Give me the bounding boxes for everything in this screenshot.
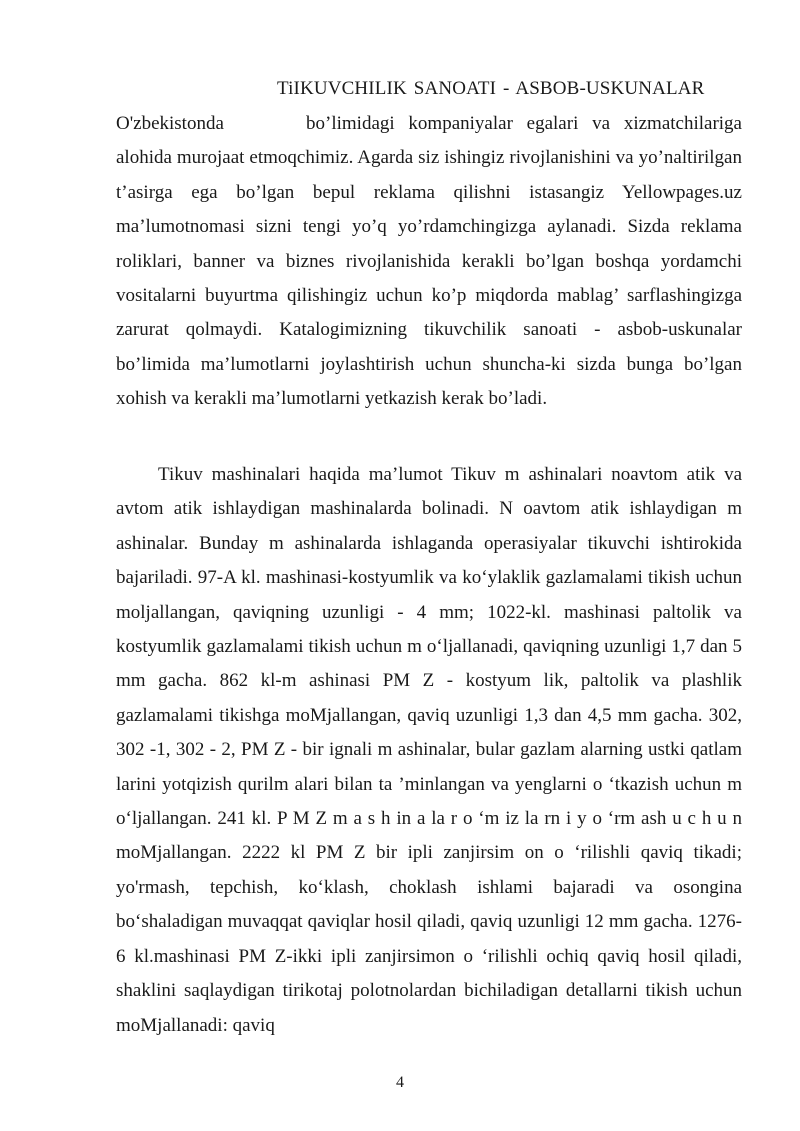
page-number: 4: [396, 1074, 404, 1091]
intro-paragraph-text: bo’limidagi kompaniyalar egalari va xizmatchilariga alohida murojaat etmoqchimiz. Agarda siz ishingiz rivojlanishini va yo’naltirilgan t’asirga ega bo’lgan bepul reklama qilishni istasangiz Yellowpages.uz ma’lumotnomasi sizni tengi yo’q yo’rdamchingizga aylanadi. Sizda reklama roliklari, banner va biznes rivojlanishida kerakli bo’lgan boshqa yordamchi vositalarni buyurtma qilishingiz uchun ko’p miqdorda mablag’ sarflashingizga zarurat qolmaydi. Katalogimizning tikuvchilik sanoati - asbob-uskunalar bo’limida ma’lumotlarni joylashtirish uchun shuncha-ki sizda bunga bo’lgan xohish va kerakli ma’lumotlarni yetkazish kerak bo’ladi.: [116, 113, 742, 410]
intro-lead-word: O'zbekistonda: [116, 113, 224, 134]
intro-paragraph: [116, 107, 742, 417]
section-heading: TiIKUVCHILIK SANOATI - ASBOB-USKUNALAR: [277, 78, 705, 99]
body-paragraph: Tikuv mashinalari haqida ma’lumot Tikuv m ashinalari noavtom atik va avtom atik ishlaydigan mashinalarda bolinadi. N oavtom atik ishlaydigan m ashinalar. Bunday m ashinalarda ishlaganda operasiyalar tikuvchi ishtirokida bajariladi. 97-A kl. mashinasi-kostyumlik va ko‘ylaklik gazlamalami tikish uchun moljallangan, qaviqning uzunligi - 4 mm; 1022-kl. mashinasi paltolik va kostyumlik gazlamalami tikish uchun m o‘ljallanadi, qaviqning uzunligi 1,7 dan 5 mm gacha. 862 kl-m ashinasi PM Z - kostyum lik, paltolik va plashlik gazlamalami tikishga moMjallangan, qaviq uzunligi 1,3 dan 4,5 mm gacha. 302, 302 -1, 302 - 2, PM Z - bir ignali m ashinalar, bular gazlam alarning ustki qatlam larini yotqizish qurilm alari bilan ta ’minlangan va yenglarni o ‘tkazish uchun m o‘ljallangan. 241 kl. P M Z m a s h in a la r o ‘m iz la rn i y o ‘rm ash u c h u n moMjallangan. 2222 kl PM Z bir ipli zanjirsim on o ‘rilishli qaviq tikadi; yo'rmash, tepchish, ko‘klash, choklash ishlami bajaradi va osongina bo‘shaladigan muvaqqat qaviqlar hosil qiladi, qaviq uzunligi 12 mm gacha. 1276-6 kl.mashinasi PM Z-ikki ipli zanjirsimon o ‘rilishli ochiq qaviq hosil qiladi, shaklini saqlaydigan tirikotaj polotnolardan bichiladigan detallarni tikish uchun moMjallanadi: qaviq: [116, 464, 742, 1036]
